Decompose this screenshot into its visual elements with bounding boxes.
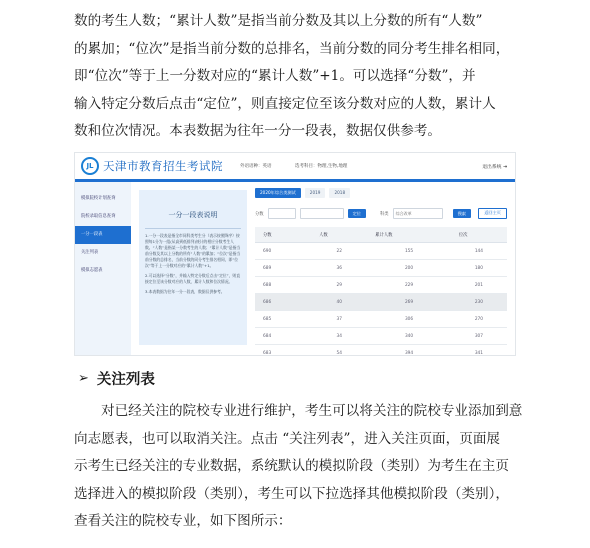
table-cell: 36 <box>311 260 367 277</box>
table-cell: 230 <box>451 294 507 311</box>
table-cell: 341 <box>451 345 507 357</box>
text-line: 数和位次情况。本表数据为往年一分一段表，数据仅供参考。 <box>74 123 442 139</box>
table-cell: 37 <box>311 311 367 328</box>
text-line: 的累加；“位次”是指当前分数的总排名，当前分数的同分考生排名相同， <box>74 40 510 57</box>
tab-2018[interactable]: 2018 <box>329 188 350 198</box>
section-heading <box>78 368 155 389</box>
site-logo <box>81 157 223 175</box>
score-table <box>255 227 507 356</box>
text-line: 对已经关注的院校专业进行维护，考生可以将关注的院校专业添加到意 <box>101 403 523 419</box>
column-header: 累计人数 <box>367 227 451 243</box>
sidebar-item-mock-form[interactable]: 模拟志愿表 <box>81 268 103 273</box>
divider <box>145 228 241 229</box>
table-cell: 200 <box>367 260 451 277</box>
table-cell: 688 <box>255 277 311 294</box>
category-select[interactable]: 综合改革 <box>393 208 443 219</box>
text-line: 输入特定分数后点击“定位”，则直接定位至该分数对应的人数，累计人 <box>74 95 496 112</box>
sidebar-item-plan-query[interactable]: 模拟院校计划查询 <box>81 196 116 201</box>
table-cell: 40 <box>311 294 367 311</box>
explain-item: 1.一分一段表是指全市同科类考生分（表示按照降序）按照每1分为一组(从高到低排列)统计的相应分数考生人数。“人数”是指某一分数考生的人数；“累计人数”是指当前分数及其以上分数的所有“人数”的累加；“位次”是指当前分数的总排名，当前分数的同分考生排名相同，即“位次”等于上一分数对应的“累计人数”+1。 <box>145 233 241 268</box>
sidebar <box>75 182 131 355</box>
score-input[interactable] <box>300 208 344 219</box>
table-cell: 155 <box>367 243 451 260</box>
table-cell: 685 <box>255 311 311 328</box>
sidebar-item-admission-query[interactable]: 院校录取信息查询 <box>81 214 116 219</box>
text-line: 选择进入的模拟阶段（类别），考生可以下拉选择其他模拟阶段（类别）， <box>74 485 509 502</box>
table-row <box>255 328 507 345</box>
main-content <box>247 182 515 355</box>
explain-title: 一分一段表说明 <box>168 211 218 219</box>
table-row <box>255 243 507 260</box>
column-header: 分数 <box>255 227 311 243</box>
logout-button[interactable] <box>482 163 507 170</box>
explain-item: 3.本表数据为往年一分一段表，数据仅供参考。 <box>145 289 225 294</box>
table-cell: 201 <box>451 277 507 294</box>
paragraph-1 <box>74 8 534 146</box>
table-row <box>255 311 507 328</box>
tab-2020[interactable]: 2020年综合类测试 <box>255 188 301 198</box>
table-cell: 306 <box>367 311 451 328</box>
table-cell: 22 <box>311 243 367 260</box>
table-cell: 307 <box>451 328 507 345</box>
back-home-button[interactable]: 返回主页 <box>478 208 507 219</box>
sidebar-item-score-table[interactable]: 一分一段表 <box>75 226 131 244</box>
embedded-screenshot <box>74 152 516 356</box>
paragraph-2 <box>74 398 534 536</box>
table-cell: 269 <box>367 294 451 311</box>
score-select[interactable] <box>268 208 296 219</box>
table-cell: 684 <box>255 328 311 345</box>
logout-icon: ⇥ <box>502 165 507 170</box>
table-header-row <box>255 227 507 243</box>
explain-panel <box>139 190 247 345</box>
text-line: 查看关注的院校专业，如下图所示： <box>74 513 292 529</box>
table-row <box>255 294 507 311</box>
table-cell: 340 <box>367 328 451 345</box>
arrow-bullet-icon: ➢ <box>78 371 89 386</box>
table-cell: 144 <box>451 243 507 260</box>
category-filter-label: 科类 <box>379 211 389 217</box>
column-header: 位次 <box>451 227 507 243</box>
explain-item: 2.可以选择“分数”，并输入特定分数后点击“定位”，则直接定位至该分数对应的人数，累计人数和位次情况。 <box>145 273 241 284</box>
sidebar-item-follow-list[interactable]: 关注列表 <box>81 250 99 255</box>
search-button[interactable]: 搜索 <box>453 209 471 218</box>
logo-text: 天津市教育招生考试院 <box>103 159 223 173</box>
table-cell: 689 <box>255 260 311 277</box>
language-info: 外语语种：英语 <box>240 164 272 169</box>
table-cell: 270 <box>451 311 507 328</box>
column-header: 人数 <box>311 227 367 243</box>
table-cell: 229 <box>367 277 451 294</box>
table-cell: 394 <box>367 345 451 357</box>
text-line: 即“位次”等于上一分数对应的“累计人数”+1。可以选择“分数”，并 <box>74 68 476 84</box>
table-row <box>255 345 507 357</box>
table-row <box>255 260 507 277</box>
table-cell: 690 <box>255 243 311 260</box>
locate-button[interactable]: 定位 <box>348 209 366 218</box>
logout-label: 退出系统 <box>482 165 502 170</box>
text-line: 向志愿表，也可以取消关注。点击 “关注列表”，进入关注页面，页面展 <box>74 430 501 447</box>
table-cell: 54 <box>311 345 367 357</box>
table-cell: 683 <box>255 345 311 357</box>
table-cell: 686 <box>255 294 311 311</box>
tab-2019[interactable]: 2019 <box>305 188 326 198</box>
subjects-info: 选考科目：物理,生物,地理 <box>295 164 348 169</box>
app-header <box>75 153 515 182</box>
score-filter-label: 分数 <box>255 211 264 217</box>
text-line: 数的考生人数；“累计人数”是指当前分数及其以上分数的所有“人数” <box>74 13 483 29</box>
section-heading-text: 关注列表 <box>96 372 155 388</box>
year-tabs <box>255 188 507 198</box>
table-cell: 29 <box>311 277 367 294</box>
table-cell: 180 <box>451 260 507 277</box>
table-row <box>255 277 507 294</box>
table-cell: 34 <box>311 328 367 345</box>
text-line: 示考生已经关注的专业数据，系统默认的模拟阶段（类别）为考生在主页 <box>74 458 509 474</box>
filter-bar <box>255 208 507 219</box>
logo-mark-icon: JL <box>81 157 99 175</box>
